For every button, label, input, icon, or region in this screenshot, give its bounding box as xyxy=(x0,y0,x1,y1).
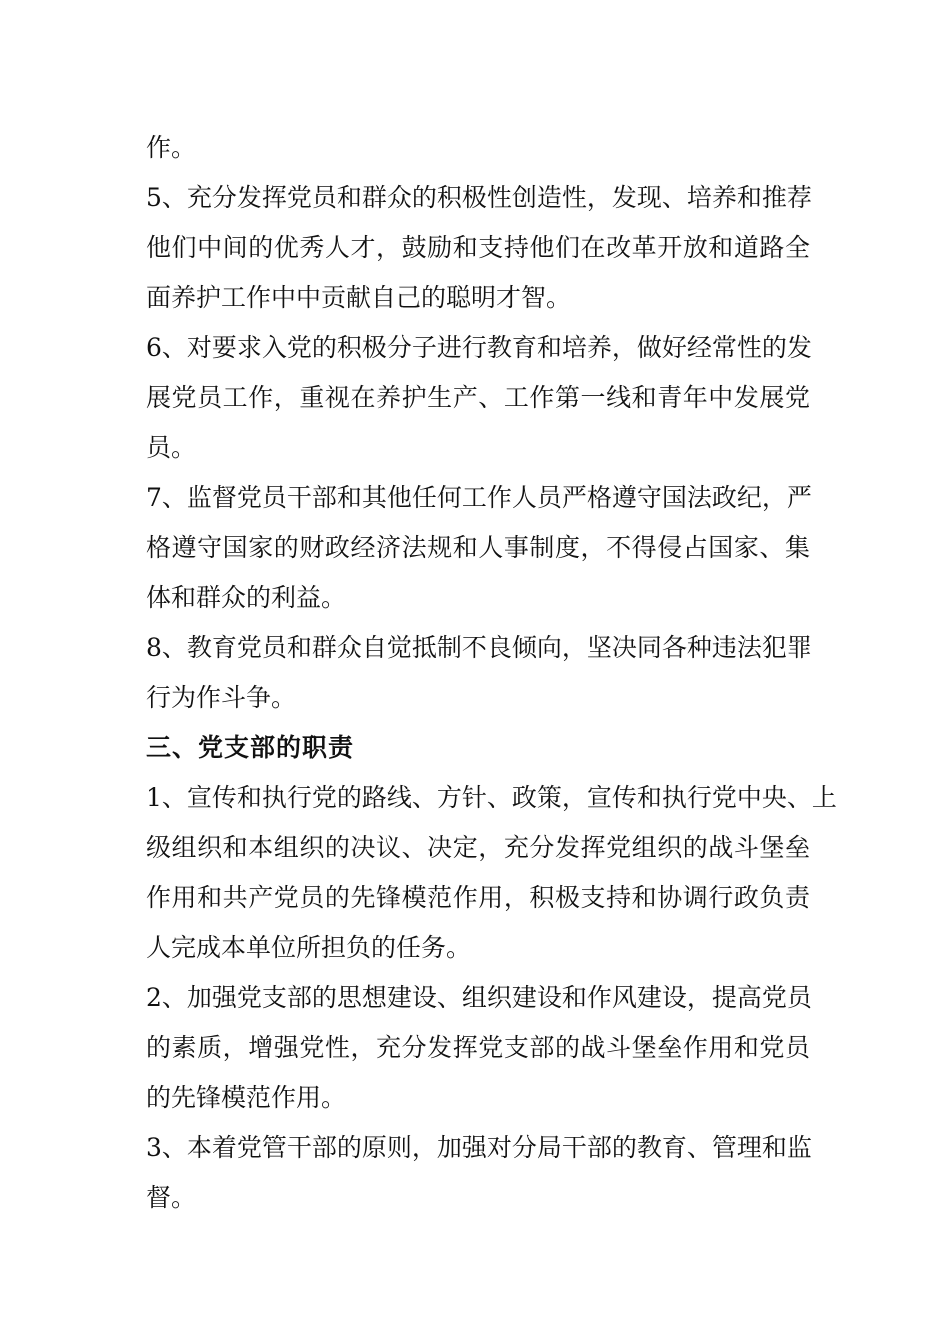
document-body xyxy=(146,123,837,1223)
text-line: 他们中间的优秀人才，鼓励和支持他们在改革开放和道路全 xyxy=(146,233,810,262)
text-line: 1、宣传和执行党的路线、方针、政策，宣传和执行党中央、上 xyxy=(146,783,837,812)
text-line: 3、本着党管干部的原则，加强对分局干部的教育、管理和监 xyxy=(146,1133,812,1162)
text-line: 6、对要求入党的积极分子进行教育和培养，做好经常性的发 xyxy=(146,333,812,362)
text-line: 2、加强党支部的思想建设、组织建设和作风建设，提高党员 xyxy=(146,983,812,1012)
text-line: 作用和共产党员的先锋模范作用，积极支持和协调行政负责 xyxy=(146,883,810,912)
text-line: 督。 xyxy=(146,1183,197,1212)
text-line: 员。 xyxy=(146,433,197,462)
text-line: 作。 xyxy=(146,133,197,162)
text-line: 格遵守国家的财政经济法规和人事制度，不得侵占国家、集 xyxy=(146,533,810,562)
text-line: 面养护工作中中贡献自己的聪明才智。 xyxy=(146,283,572,312)
text-line: 8、教育党员和群众自觉抵制不良倾向，坚决同各种违法犯罪 xyxy=(146,633,812,662)
text-line: 行为作斗争。 xyxy=(146,683,297,712)
text-line: 7、监督党员干部和其他任何工作人员严格遵守国法政纪，严 xyxy=(146,483,812,512)
text-line: 展党员工作，重视在养护生产、工作第一线和青年中发展党 xyxy=(146,383,810,412)
text-line: 的素质，增强党性，充分发挥党支部的战斗堡垒作用和党员 xyxy=(146,1033,810,1062)
text-line: 人完成本单位所担负的任务。 xyxy=(146,933,472,962)
text-line: 的先锋模范作用。 xyxy=(146,1083,347,1112)
text-line: 级组织和本组织的决议、决定，充分发挥党组织的战斗堡垒 xyxy=(146,833,810,862)
text-line: 体和群众的利益。 xyxy=(146,583,347,612)
text-line: 5、充分发挥党员和群众的积极性创造性，发现、培养和推荐 xyxy=(146,183,812,212)
section-heading: 三、党支部的职责 xyxy=(146,733,355,762)
